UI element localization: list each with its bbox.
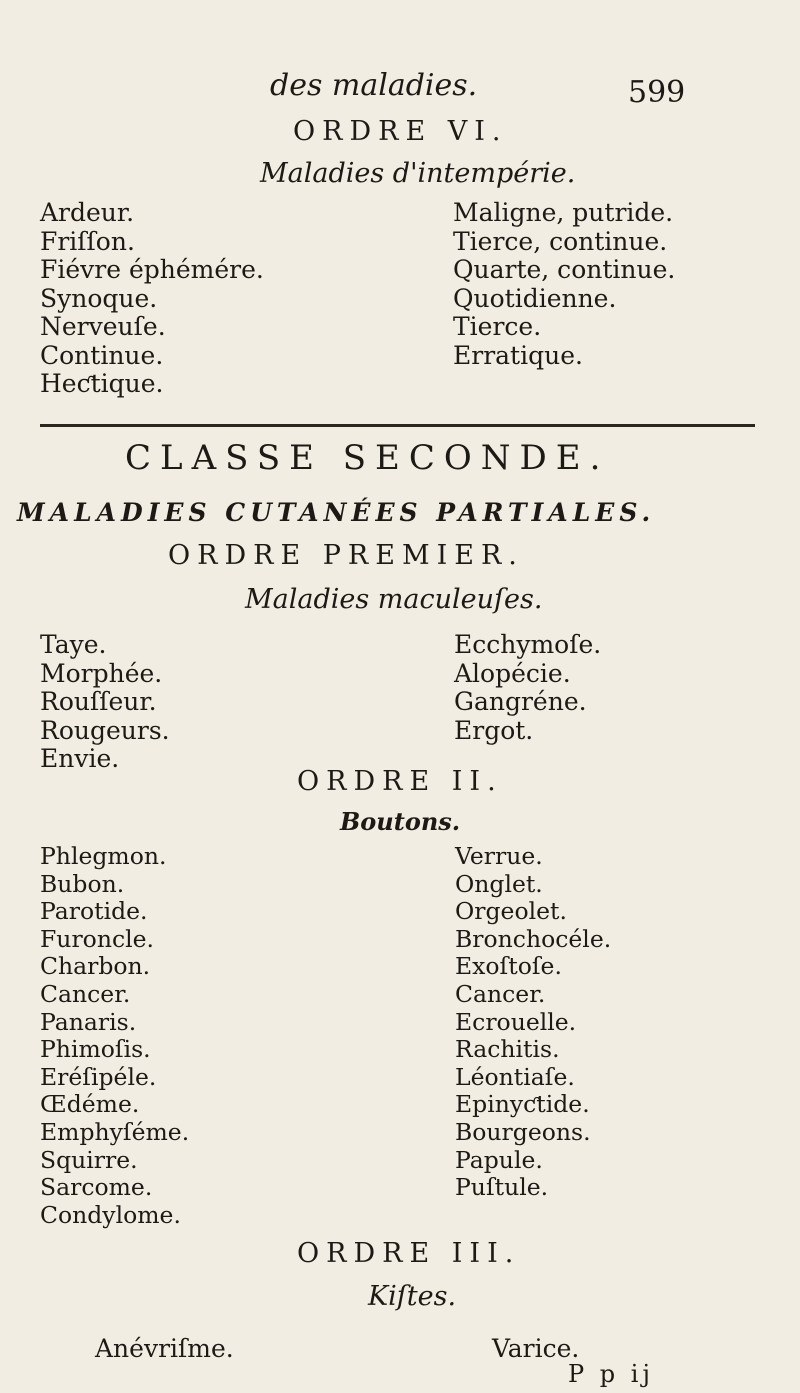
list-item: Léontiaſe. [455, 1062, 575, 1091]
order-vi-left-list [40, 199, 264, 399]
list-item: Continue. [40, 340, 164, 370]
list-item: Bronchocéle. [455, 924, 612, 953]
list-item: Eréſipéle. [40, 1062, 157, 1091]
order-2-right-list [455, 843, 611, 1202]
list-item: Maligne, putride. [453, 198, 674, 227]
order-2-left-list [40, 843, 189, 1229]
list-item: Rougeurs. [40, 715, 170, 745]
list-item: Heƈtique. [40, 369, 164, 398]
page-number: 599 [628, 75, 686, 110]
order-3-right-item: Varice. [492, 1334, 580, 1363]
list-item: Charbon. [40, 952, 151, 981]
order-vi-heading: ORDRE VI. [293, 116, 508, 147]
list-item: Erratique. [453, 340, 583, 370]
list-item: Onglet. [455, 869, 543, 898]
order-3-left-item: Anévriſme. [95, 1334, 234, 1363]
order-2-subtitle: Boutons. [340, 807, 461, 836]
list-item: Fiévre éphémére. [40, 255, 264, 284]
list-item: Ardeur. [40, 198, 135, 227]
list-item: Bourgeons. [455, 1117, 591, 1146]
list-item: Verrue. [455, 842, 543, 870]
list-item: Phlegmon. [40, 842, 167, 870]
list-item: Papule. [455, 1145, 543, 1174]
list-item: Alopécie. [454, 658, 571, 688]
list-item: Phimoſis. [40, 1035, 151, 1064]
list-item: Friſſon. [40, 226, 135, 256]
list-item: Bubon. [40, 869, 125, 898]
order-3-heading: ORDRE III. [297, 1238, 521, 1269]
class-title: CLASSE SECONDE. [125, 438, 610, 478]
list-item: Furoncle. [40, 924, 155, 953]
list-item: Rouſſeur. [40, 687, 157, 716]
order-3-subtitle: Kiſtes. [368, 1281, 457, 1312]
list-item: Gangréne. [454, 687, 587, 716]
list-item: Tierce. [453, 312, 542, 341]
list-item: Orgeolet. [455, 897, 567, 926]
catchword: P p ij [568, 1360, 654, 1388]
list-item: Quotidienne. [453, 283, 617, 313]
list-item: Ergot. [454, 715, 534, 745]
list-item: Squirre. [40, 1145, 138, 1174]
list-item: Nerveuſe. [40, 312, 166, 341]
list-item: Ecchymoſe. [454, 630, 602, 659]
list-item: Rachitis. [455, 1035, 560, 1064]
list-item: Parotide. [40, 897, 148, 926]
list-item: Panaris. [40, 1007, 137, 1036]
list-item: Envie. [40, 744, 120, 773]
list-item: Cancer. [455, 979, 546, 1008]
list-item: Exoſtoſe. [455, 952, 562, 981]
list-item: Condylome. [40, 1200, 181, 1229]
list-item: Puſtule. [455, 1173, 549, 1202]
list-item: Ecrouelle. [455, 1007, 577, 1036]
order-vi-right-list [453, 199, 675, 370]
order-1-heading: ORDRE PREMIER. [168, 540, 524, 571]
order-vi-subtitle: Maladies d'intempérie. [260, 158, 576, 189]
list-item: Morphée. [40, 658, 163, 688]
list-item: Tierce, continue. [453, 226, 668, 256]
list-item: Epinyƈtide. [455, 1090, 590, 1119]
running-head: des maladies. [270, 68, 478, 103]
section-divider-rule [40, 424, 755, 427]
order-1-left-list [40, 631, 170, 774]
list-item: Sarcome. [40, 1173, 153, 1202]
list-item: Taye. [40, 630, 107, 659]
order-2-heading: ORDRE II. [297, 766, 503, 797]
list-item: Synoque. [40, 283, 158, 313]
order-1-right-list [454, 631, 601, 745]
list-item: Quarte, continue. [453, 255, 676, 284]
order-1-subtitle: Maladies maculeuſes. [245, 584, 543, 615]
list-item: Cancer. [40, 979, 131, 1008]
list-item: Emphyſéme. [40, 1117, 190, 1146]
class-subtitle: MALADIES CUTANÉES PARTIALES. [17, 498, 656, 527]
list-item: Œdéme. [40, 1090, 140, 1119]
